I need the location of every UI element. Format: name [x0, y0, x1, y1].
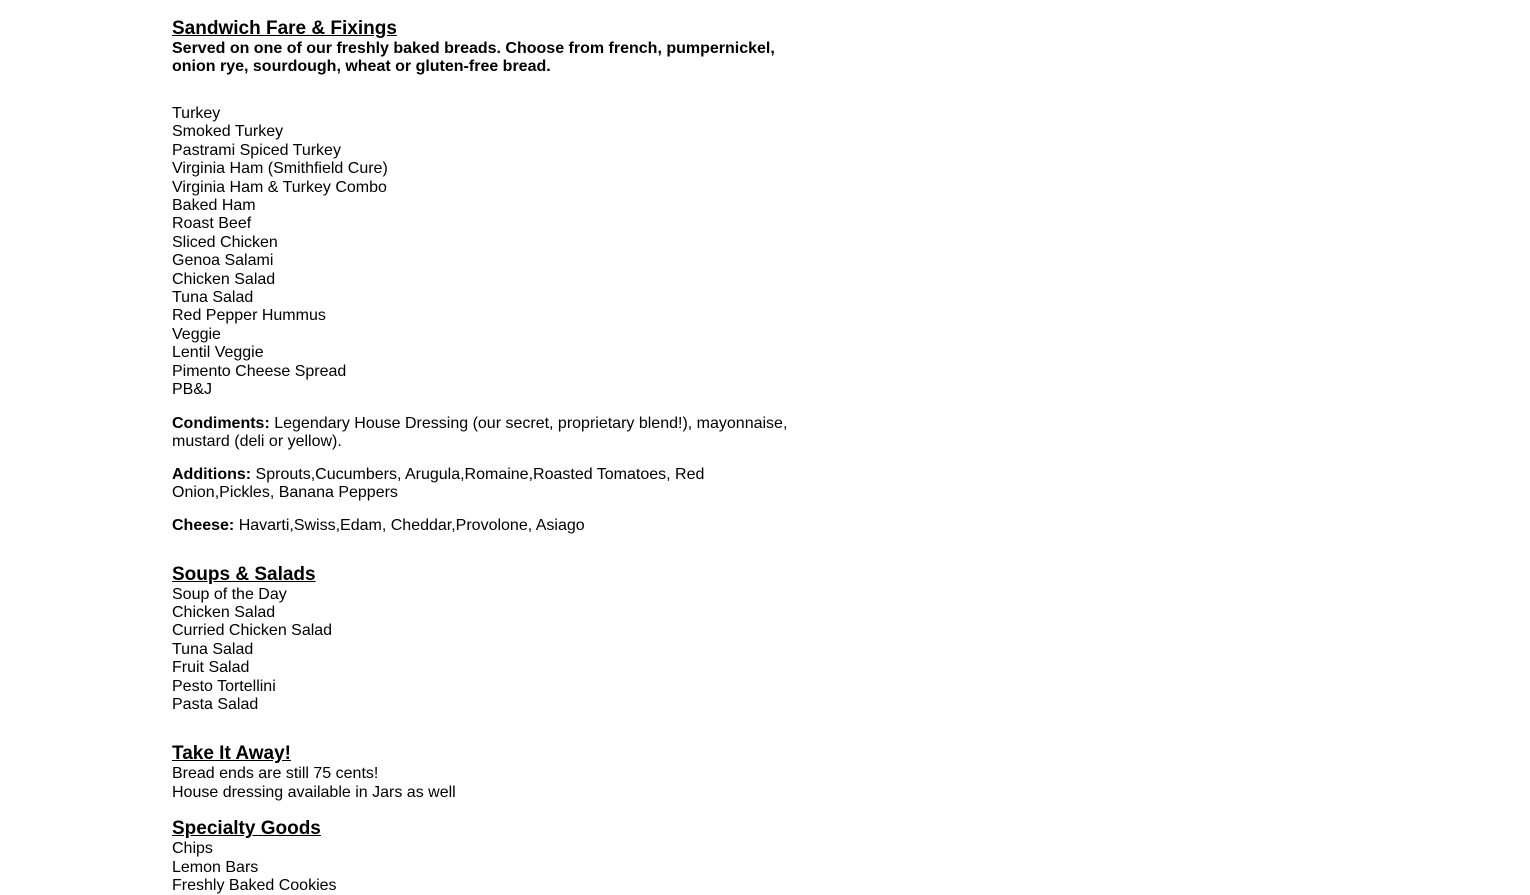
- additions-label: Additions:: [172, 465, 252, 483]
- sandwich-list: [172, 105, 802, 400]
- specialty-list: [172, 840, 802, 895]
- take-away-item: Bread ends are still 75 cents!: [172, 765, 379, 783]
- specialty-item: Freshly Baked Cookies: [172, 876, 337, 894]
- cheese-label: Cheese:: [172, 516, 235, 534]
- sandwich-item: Pimento Cheese Spread: [172, 362, 347, 380]
- soups-salads-list: [172, 586, 802, 715]
- soup-salad-item: Pasta Salad: [172, 695, 259, 713]
- section-title-specialty: Specialty Goods: [172, 818, 321, 840]
- sandwich-item: Lentil Veggie: [172, 344, 264, 362]
- sandwich-item: Red Pepper Hummus: [172, 307, 326, 325]
- cheese-paragraph: [172, 517, 802, 535]
- soup-salad-item: Soup of the Day: [172, 585, 287, 603]
- take-away-item: House dressing available in Jars as well: [172, 783, 456, 801]
- condiments-paragraph: [172, 415, 802, 451]
- sandwich-intro: Served on one of our freshly baked breads. Choose from french, pumpernickel, onion rye, sourdough, wheat or gluten-free bread.: [172, 40, 775, 75]
- specialty-section: [172, 818, 802, 895]
- sandwich-item: Sliced Chicken: [172, 233, 278, 251]
- sandwich-item: Roast Beef: [172, 215, 252, 233]
- sandwich-item: Virginia Ham (Smithfield Cure): [172, 160, 388, 178]
- condiments-text: Legendary House Dressing (our secret, proprietary blend!), mayonnaise, mustard (deli or yellow).: [172, 414, 788, 450]
- sandwich-item: Smoked Turkey: [172, 123, 284, 141]
- sandwich-item: Chicken Salad: [172, 270, 276, 288]
- sandwich-section: [172, 18, 802, 535]
- section-title-soups-salads: Soups & Salads: [172, 563, 316, 585]
- menu-page: [172, 18, 802, 895]
- condiments-label: Condiments:: [172, 414, 270, 432]
- section-title-sandwiches: Sandwich Fare & Fixings: [172, 18, 397, 39]
- soup-salad-item: Chicken Salad: [172, 603, 276, 621]
- sandwich-item: Turkey: [172, 105, 221, 122]
- soup-salad-item: Pesto Tortellini: [172, 677, 276, 695]
- sandwich-item: Veggie: [172, 325, 221, 343]
- sandwich-item: Tuna Salad: [172, 289, 254, 307]
- additions-text: Sprouts,Cucumbers, Arugula,Romaine,Roasted Tomatoes, Red Onion,Pickles, Banana Peppers: [172, 465, 705, 501]
- soup-salad-item: Tuna Salad: [172, 640, 254, 658]
- soup-salad-item: Fruit Salad: [172, 659, 250, 677]
- additions-paragraph: [172, 466, 802, 502]
- soups-salads-section: [172, 564, 802, 715]
- cheese-text: Havarti,Swiss,Edam, Cheddar,Provolone, Asiago: [238, 516, 585, 534]
- sandwich-item: Genoa Salami: [172, 252, 274, 270]
- soup-salad-item: Curried Chicken Salad: [172, 622, 333, 640]
- sandwich-item: Baked Ham: [172, 197, 256, 215]
- take-away-section: [172, 743, 802, 802]
- sandwich-item: Pastrami Spiced Turkey: [172, 141, 341, 159]
- sandwich-item: Virginia Ham & Turkey Combo: [172, 178, 387, 196]
- take-away-list: [172, 765, 802, 802]
- specialty-item: Lemon Bars: [172, 858, 259, 876]
- section-title-take-away: Take It Away!: [172, 743, 291, 765]
- sandwich-item: PB&J: [172, 381, 213, 399]
- specialty-item: Chips: [172, 840, 213, 858]
